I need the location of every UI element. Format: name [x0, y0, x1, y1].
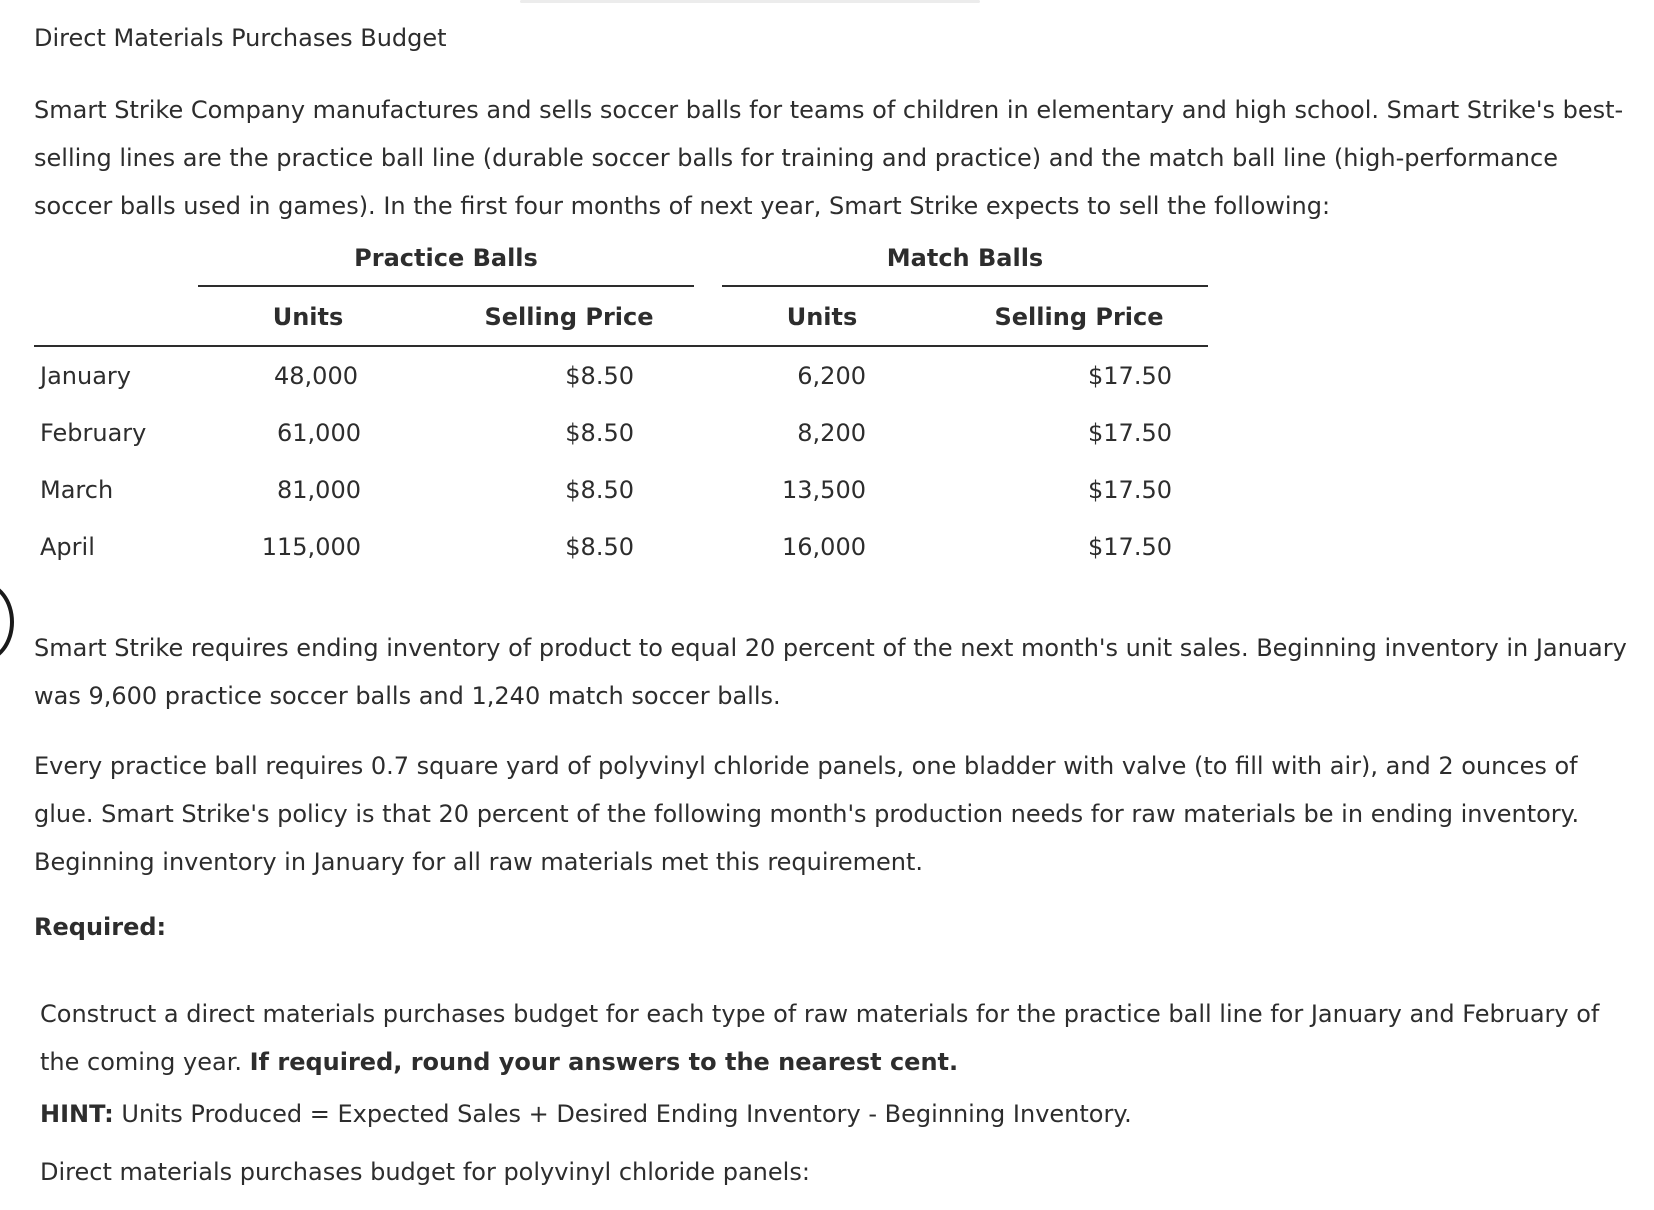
required-heading: Required:: [34, 913, 167, 941]
practice-price-cell: $8.50: [565, 419, 634, 447]
match-price-cell: $17.50: [1088, 419, 1172, 447]
materials-paragraph: Every practice ball requires 0.7 square yard of polyvinyl chloride panels, one bladder with valve (to fill with air), and 2 ounces of glue. Smart Strike's policy is that 20 percent of the following month's production needs for raw materials be in ending inventory. Beginning inventory in January for all raw materials met this requirement.: [34, 752, 1580, 876]
month-cell: March: [40, 476, 114, 504]
month-cell: January: [40, 362, 131, 390]
match-units-cell: 6,200: [797, 362, 866, 390]
practice-units-cell: 48,000: [274, 362, 358, 390]
month-cell: April: [40, 533, 95, 561]
practice-units-cell: 115,000: [261, 533, 361, 561]
match-units-cell: 8,200: [797, 419, 866, 447]
group-rule-match: [722, 285, 1208, 287]
practice-price-cell: $8.50: [565, 362, 634, 390]
col-header-practice-price: Selling Price: [484, 303, 654, 331]
top-scroll-indicator: [520, 0, 980, 3]
hint-line: [40, 1100, 1132, 1128]
practice-units-cell: 61,000: [277, 419, 361, 447]
month-cell: February: [40, 419, 147, 447]
page-title: Direct Materials Purchases Budget: [34, 24, 447, 52]
task-rounding-note: If required, round your answers to the nearest cent.: [249, 1048, 959, 1076]
intro-paragraph: Smart Strike Company manufactures and sells soccer balls for teams of children in elementary and high school. Smart Strike's best-selling lines are the practice ball line (durable soccer balls for training and practice) and the match ball line (high-performance soccer balls used in games). In the first four months of next year, Smart Strike expects to sell the following:: [34, 96, 1624, 220]
inventory-paragraph: Smart Strike requires ending inventory of product to equal 20 percent of the next month's unit sales. Beginning inventory in January was 9,600 practice soccer balls and 1,240 match soccer balls.: [34, 634, 1627, 710]
match-units-cell: 13,500: [782, 476, 866, 504]
group-header-practice: Practice Balls: [354, 244, 538, 272]
hint-label: HINT:: [40, 1100, 114, 1128]
col-header-match-price: Selling Price: [994, 303, 1164, 331]
group-rule-practice: [198, 285, 694, 287]
header-rule: [34, 345, 1208, 347]
task-paragraph: [40, 990, 1640, 1086]
hint-text: Units Produced = Expected Sales + Desired Ending Inventory - Beginning Inventory.: [121, 1100, 1132, 1128]
col-header-match-units: Units: [786, 303, 858, 331]
match-price-cell: $17.50: [1088, 476, 1172, 504]
practice-units-cell: 81,000: [277, 476, 361, 504]
practice-price-cell: $8.50: [565, 476, 634, 504]
group-header-match: Match Balls: [886, 244, 1044, 272]
task-text: Construct a direct materials purchases budget for each type of raw materials for the practice ball line for January and February of the coming year.: [40, 1000, 1600, 1076]
budget-section-label: Direct materials purchases budget for polyvinyl chloride panels:: [40, 1158, 810, 1186]
match-price-cell: $17.50: [1088, 533, 1172, 561]
col-header-practice-units: Units: [272, 303, 344, 331]
practice-price-cell: $8.50: [565, 533, 634, 561]
match-price-cell: $17.50: [1088, 362, 1172, 390]
side-handle[interactable]: [0, 582, 14, 662]
match-units-cell: 16,000: [782, 533, 866, 561]
